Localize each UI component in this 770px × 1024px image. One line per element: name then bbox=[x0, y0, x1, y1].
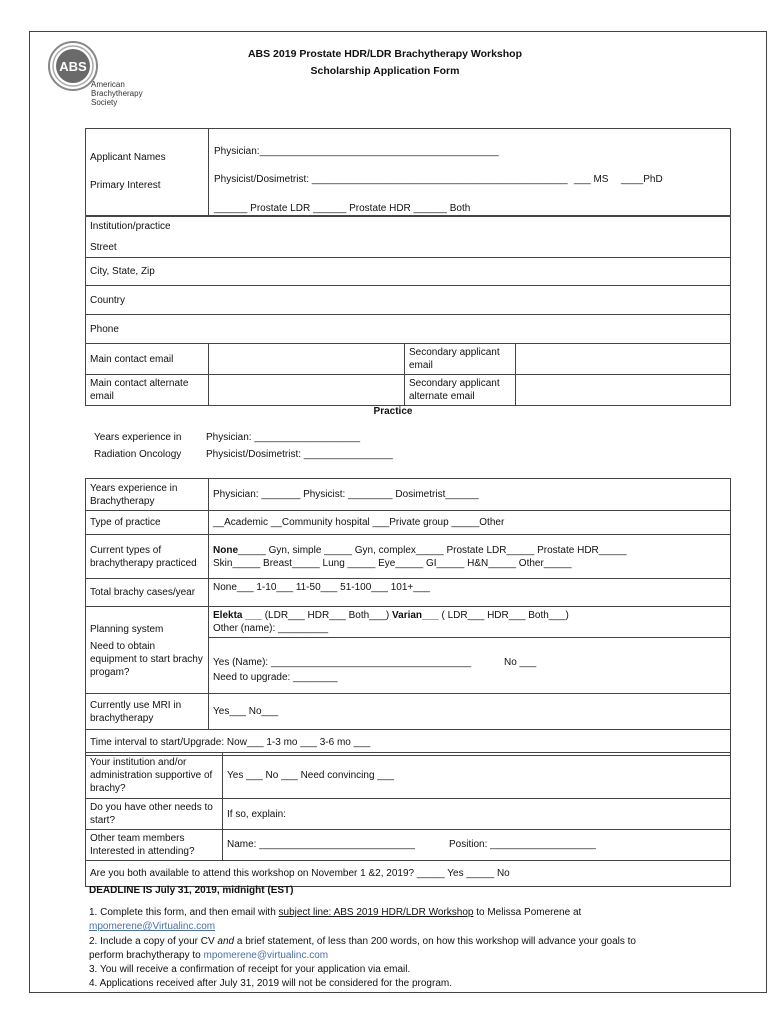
physician-field[interactable]: Physician:___________________________________________ bbox=[214, 146, 499, 157]
other-needs-values[interactable]: If so, explain: bbox=[227, 808, 286, 820]
step-1 bbox=[89, 906, 581, 920]
main-email-label: Main contact email bbox=[90, 353, 174, 365]
city-label: City, State, Zip bbox=[90, 266, 155, 277]
elekta-sub-options[interactable]: (LDR___ HDR___ Both___) bbox=[261, 610, 393, 621]
varian-sub-options[interactable]: ( LDR___ HDR___ Both___) bbox=[438, 610, 569, 621]
phd-field[interactable]: ____PhD bbox=[621, 174, 663, 185]
equipment-label: Need to obtain equipment to start brachy progam? bbox=[90, 640, 203, 678]
current-none[interactable]: None bbox=[213, 544, 238, 556]
main-alt-email-input[interactable] bbox=[209, 375, 405, 406]
total-cases-label: Total brachy cases/year bbox=[90, 587, 196, 598]
years-brachy-label: Years experience in Brachytherapy bbox=[90, 482, 178, 507]
equipment-no[interactable]: No ___ bbox=[504, 657, 537, 668]
years-onc-physician[interactable]: Physician: ___________________ bbox=[206, 432, 361, 443]
logo-line-2: Brachytherapy bbox=[91, 89, 143, 98]
support-table bbox=[85, 752, 731, 887]
time-interval[interactable]: Time interval to start/Upgrade: Now___ 1-3 mo ___ 3-6 mo ___ bbox=[90, 737, 371, 748]
availability-question[interactable]: Are you both available to attend this workshop on November 1 &2, 2019? _____ Yes _____ No bbox=[90, 868, 510, 879]
elekta-option[interactable]: Elekta ___ bbox=[213, 610, 262, 621]
years-onc-label-2: Radiation Oncology bbox=[94, 449, 182, 460]
ms-field[interactable]: ___ MS bbox=[574, 174, 609, 185]
logo-line-3: Society bbox=[91, 98, 118, 107]
total-cases-values[interactable]: None___ 1-10___ 11-50___ 51-100___ 101+___ bbox=[213, 582, 430, 593]
step-2-and: and bbox=[217, 936, 235, 947]
practice-type-values[interactable]: __Academic __Community hospital ___Private group _____Other bbox=[213, 517, 505, 528]
phone-label: Phone bbox=[90, 323, 119, 335]
step-3: 3. You will receive a confirmation of receipt for your application via email. bbox=[89, 964, 411, 975]
team-name[interactable]: Name: ____________________________ bbox=[227, 839, 415, 850]
step-2-line-2-pre: perform brachytherapy to bbox=[89, 950, 204, 961]
physicist-field[interactable]: Physicist/Dosimetrist: ______________________________________________ bbox=[214, 174, 568, 185]
form-title: ABS 2019 Prostate HDR/LDR Brachytherapy Workshop bbox=[247, 48, 523, 60]
step-2-pre: 2. Include a copy of your CV bbox=[89, 936, 218, 947]
varian-option[interactable]: Varian___ bbox=[392, 610, 439, 621]
logo-line-1: American bbox=[91, 80, 125, 89]
equipment-upgrade[interactable]: Need to upgrade: ________ bbox=[213, 672, 338, 683]
step-2-line-2 bbox=[89, 949, 328, 963]
street-label: Street bbox=[90, 241, 117, 253]
secondary-email-label: Secondary applicant email bbox=[409, 347, 500, 371]
practice-table bbox=[85, 478, 731, 756]
team-position[interactable]: Position: ___________________ bbox=[449, 839, 596, 850]
primary-interest-label: Primary Interest bbox=[90, 180, 161, 191]
applicant-table bbox=[85, 128, 731, 217]
equipment-yes[interactable]: Yes (Name): ____________________________________ bbox=[213, 657, 472, 668]
step-1-post: to Melissa Pomerene at bbox=[473, 907, 582, 918]
support-values[interactable]: Yes ___ No ___ Need convincing ___ bbox=[227, 770, 394, 781]
planning-system-label: Planning system bbox=[90, 623, 164, 635]
support-label: Your institution and/or administration supportive of brachy? bbox=[90, 757, 213, 794]
interest-options[interactable]: ______ Prostate LDR ______ Prostate HDR ______ Both bbox=[214, 203, 471, 214]
secondary-email-input[interactable] bbox=[516, 344, 731, 375]
step-2-post: a brief statement, of less than 200 words, on how this workshop will advance your goals to bbox=[234, 936, 636, 947]
logo-mark: ABS bbox=[59, 59, 87, 74]
country-label: Country bbox=[90, 294, 126, 306]
years-brachy-values[interactable]: Physician: _______ Physicist: ________ Dosimetrist______ bbox=[213, 489, 479, 500]
team-members-label: Other team members Interested in attending? bbox=[90, 833, 195, 857]
years-onc-label-1: Years experience in bbox=[94, 432, 182, 443]
email-link[interactable]: mpomerene@Virtualinc.com bbox=[89, 921, 216, 932]
step-2-email-link[interactable]: mpomerene@virtualinc.com bbox=[203, 950, 329, 961]
secondary-alt-email-label: Secondary applicant alternate email bbox=[409, 378, 500, 402]
years-onc-physicist[interactable]: Physicist/Dosimetrist: ________________ bbox=[206, 449, 393, 460]
applicant-names-label: Applicant Names bbox=[90, 152, 166, 163]
step-1-subject: subject line: ABS 2019 HDR/LDR Workshop bbox=[278, 907, 474, 918]
practice-heading: Practice bbox=[373, 406, 413, 417]
main-alt-email-label: Main contact alternate email bbox=[90, 378, 189, 402]
main-email-input[interactable] bbox=[209, 344, 405, 375]
form-subtitle: Scholarship Application Form bbox=[310, 65, 460, 77]
step-2 bbox=[89, 935, 636, 949]
practice-type-label: Type of practice bbox=[90, 517, 161, 528]
step-4: 4. Applications received after July 31, 2019 will not be considered for the program. bbox=[89, 978, 452, 989]
current-line-1[interactable]: _____ Gyn, simple _____ Gyn, complex_____ Prostate LDR_____ Prostate HDR_____ bbox=[238, 544, 627, 556]
deadline: DEADLINE IS July 31, 2019, midnight (EST) bbox=[89, 885, 294, 896]
step-1-pre: 1. Complete this form, and then email with bbox=[89, 907, 279, 918]
current-types-label: Current types of brachytherapy practiced bbox=[90, 544, 197, 569]
contact-table bbox=[85, 215, 731, 406]
institution-label: Institution/practice bbox=[90, 221, 171, 233]
planning-other[interactable]: Other (name): _________ bbox=[213, 623, 329, 634]
other-needs-label: Do you have other needs to start? bbox=[90, 802, 213, 826]
mri-values[interactable]: Yes___ No___ bbox=[213, 706, 279, 717]
secondary-alt-email-input[interactable] bbox=[516, 375, 731, 406]
current-line-2[interactable]: Skin_____ Breast_____ Lung _____ Eye_____ GI_____ H&N_____ Other_____ bbox=[213, 557, 572, 569]
mri-label: Currently use MRI in brachytherapy bbox=[90, 699, 182, 724]
